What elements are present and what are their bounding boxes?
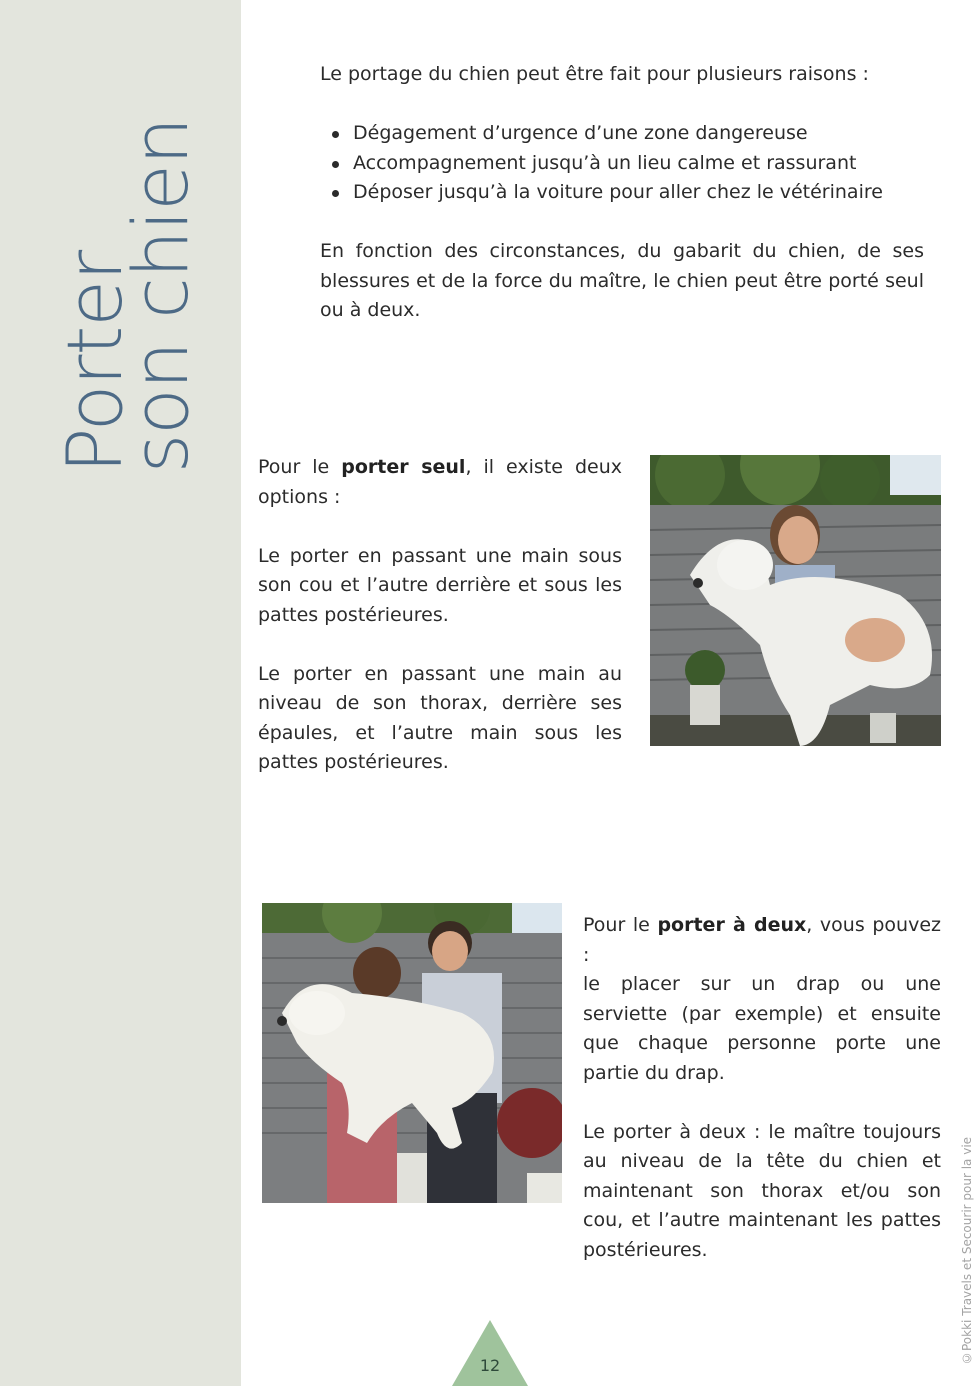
carry-two-option-2: Le porter à deux : le maître toujours au niveau de la tête du chien et maintenant son thorax et/ou son cou, et l’autre maintenant les pattes postérieures. <box>583 1120 941 1261</box>
list-item: Déposer jusqu’à la voiture pour aller chez le vétérinaire <box>353 178 924 208</box>
photo-carry-two <box>262 903 562 1203</box>
list-item: Dégagement d’urgence d’une zone dangereuse <box>353 119 924 149</box>
page-title: Porter son chien <box>50 118 205 474</box>
page-number-badge <box>452 1320 528 1386</box>
bullet-icon <box>332 190 339 197</box>
carry-two-section <box>583 911 941 1265</box>
intro-section <box>320 60 924 326</box>
copyright-credit: ©Pokki Travels et Secourir pour la vie <box>960 1136 974 1365</box>
page-number: 12 <box>479 1356 501 1375</box>
bullet-icon <box>332 161 339 168</box>
carry-two-option-1: le placer sur un drap ou une serviette (par exemple) et ensuite que chaque personne porte une partie du drap. <box>583 973 941 1084</box>
carry-alone-section <box>258 453 622 778</box>
carry-alone-option-2: Le porter en passant une main au niveau de son thorax, derrière ses épaules, et l’autre main sous les pattes postérieures. <box>258 662 622 773</box>
sidebar-panel <box>0 0 241 1386</box>
intro-paragraph: En fonction des circonstances, du gabarit du chien, de ses blessures et de la force du maître, le chien peut être porté seul ou à deux. <box>320 240 924 321</box>
carry-alone-option-1: Le porter en passant une main sous son cou et l’autre derrière et sous les pattes postérieures. <box>258 544 622 626</box>
reasons-list <box>320 119 924 208</box>
triangle-icon <box>452 1320 528 1386</box>
photo-carry-alone <box>650 455 941 746</box>
bullet-icon <box>332 131 339 138</box>
list-item: Accompagnement jusqu’à un lieu calme et rassurant <box>353 149 924 179</box>
carry-alone-intro: Pour le porter seul, il existe deux options : <box>258 456 623 508</box>
carry-two-intro: Pour le porter à deux, vous pouvez : <box>583 914 941 966</box>
intro-lead: Le portage du chien peut être fait pour plusieurs raisons : <box>320 63 869 85</box>
